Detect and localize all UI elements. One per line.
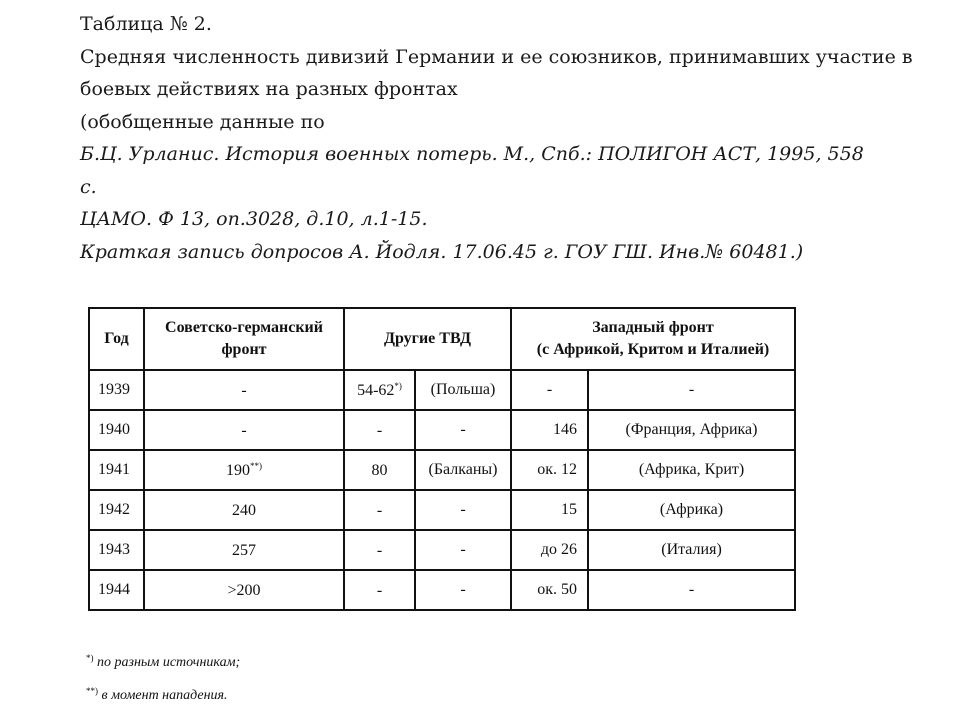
table-row (89, 490, 795, 530)
footnote-2-text: в момент нападения. (98, 688, 228, 703)
divisions-table (88, 307, 796, 611)
header-year: Год (89, 308, 144, 370)
cell-other-place: - (415, 570, 511, 610)
cell-other-place: - (415, 490, 511, 530)
header-other-theaters: Другие ТВД (344, 308, 511, 370)
cell-other-count-value: - (376, 421, 383, 439)
cell-eastern (144, 490, 344, 530)
cell-other-count (344, 370, 415, 410)
document-heading (80, 8, 940, 268)
table-row (89, 370, 795, 410)
source-jodl: Краткая запись допросов А. Йодля. 17.06.45 г. ГОУ ГШ. Инв.№ 60481.) (80, 240, 804, 263)
table-number: Таблица № 2. (80, 13, 212, 35)
cell-eastern (144, 570, 344, 610)
cell-eastern (144, 410, 344, 450)
cell-west-place: - (588, 370, 795, 410)
table-title-line-2: боевых действиях на разных фронтах (80, 78, 458, 100)
cell-other-place: (Польша) (415, 370, 511, 410)
source-urlanis-line-2: с. (80, 175, 97, 198)
footnote-1 (86, 644, 240, 677)
table-row (89, 530, 795, 570)
cell-other-count (344, 570, 415, 610)
cell-west-place: - (588, 570, 795, 610)
source-tsamo: ЦАМО. Ф 13, оп.3028, д.10, л.1-15. (80, 208, 428, 230)
footnote-1-text: по разным источникам; (93, 655, 241, 670)
cell-west-count: - (511, 370, 588, 410)
cell-eastern-value: 190 (226, 461, 250, 479)
cell-eastern-value: - (241, 421, 247, 439)
table-row (89, 410, 795, 450)
source-urlanis-line-1: Б.Ц. Урланис. История военных потерь. М., Спб.: ПОЛИГОН АСТ, 1995, 558 (80, 143, 864, 165)
cell-west-place: (Африка, Крит) (588, 450, 795, 490)
cell-other-place: - (415, 530, 511, 570)
cell-west-place: (Италия) (588, 530, 795, 570)
cell-west-place: (Африка) (588, 490, 795, 530)
header-eastern-front: Советско-германский фронт (144, 308, 344, 370)
cell-year: 1944 (89, 570, 144, 610)
cell-west-count: 146 (511, 410, 588, 450)
cell-other-place: - (415, 410, 511, 450)
cell-other-count (344, 450, 415, 490)
header-western-front-line-2: (с Африкой, Критом и Италией) (536, 341, 770, 358)
cell-eastern-value: 240 (232, 501, 256, 519)
cell-other-count-value: - (376, 541, 383, 559)
table-header-row (89, 308, 795, 370)
cell-west-count: ок. 50 (511, 570, 588, 610)
cell-west-count: 15 (511, 490, 588, 530)
cell-other-count (344, 410, 415, 450)
cell-year: 1942 (89, 490, 144, 530)
cell-eastern-value: 257 (232, 541, 256, 559)
cell-year: 1939 (89, 370, 144, 410)
cell-other-count-value: 80 (371, 461, 388, 479)
cell-other-count (344, 530, 415, 570)
cell-year: 1940 (89, 410, 144, 450)
cell-west-place: (Франция, Африка) (588, 410, 795, 450)
cell-eastern-value: >200 (227, 581, 261, 599)
cell-year: 1943 (89, 530, 144, 570)
footnote-mark: **) (250, 460, 262, 471)
cell-other-count-value: - (376, 581, 383, 599)
footnote-1-mark: *) (86, 653, 94, 663)
cell-eastern (144, 370, 344, 410)
table-title-line-1: Средняя численность дивизий Германии и ее союзников, принимавших участие в (80, 45, 913, 68)
cell-eastern (144, 450, 344, 490)
cell-other-count (344, 490, 415, 530)
header-western-front-line-1: Западный фронт (592, 319, 714, 336)
table-footnotes (86, 644, 240, 710)
footnote-2 (86, 677, 240, 710)
table-row (89, 570, 795, 610)
cell-year: 1941 (89, 450, 144, 490)
footnote-2-mark: **) (86, 686, 98, 696)
header-western-front (511, 308, 795, 370)
footnote-mark: *) (394, 380, 402, 391)
cell-west-count: до 26 (511, 530, 588, 570)
cell-other-count-value: 54-62 (357, 381, 395, 399)
source-intro: (обобщенные данные по (80, 110, 325, 133)
table-row (89, 450, 795, 490)
cell-west-count: ок. 12 (511, 450, 588, 490)
cell-eastern-value: - (241, 381, 247, 399)
cell-other-place: (Балканы) (415, 450, 511, 490)
cell-eastern (144, 530, 344, 570)
cell-other-count-value: - (376, 501, 383, 519)
